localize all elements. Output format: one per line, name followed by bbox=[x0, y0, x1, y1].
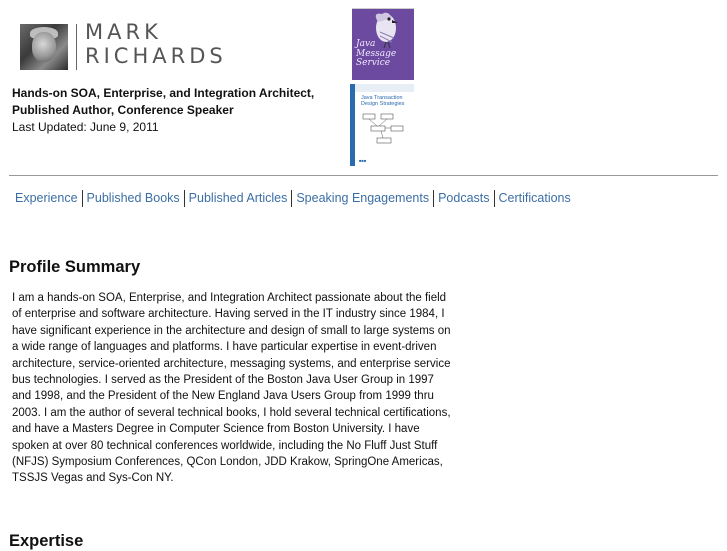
page-header bbox=[0, 0, 727, 175]
tagline-line-2: Published Author, Conference Speaker bbox=[12, 103, 234, 117]
logo-first-name: MARK bbox=[85, 20, 162, 44]
book-title-line: Service bbox=[356, 58, 391, 68]
main-navigation bbox=[11, 189, 575, 207]
nav-link-published-books[interactable]: Published Books bbox=[86, 191, 180, 205]
nav-link-experience[interactable]: Experience bbox=[15, 191, 78, 205]
book-title-line: Java Transaction bbox=[361, 95, 403, 101]
logo-divider bbox=[76, 24, 77, 70]
site-logo-name bbox=[85, 20, 227, 68]
book-cover-java-message-service[interactable] bbox=[352, 2, 414, 80]
author-photo bbox=[20, 24, 68, 70]
book-title bbox=[361, 95, 404, 107]
nav-link-speaking-engagements[interactable]: Speaking Engagements bbox=[296, 191, 430, 205]
book-title-line: Design Strategies bbox=[361, 101, 405, 107]
nav-link-podcasts[interactable]: Podcasts bbox=[438, 191, 490, 205]
tagline bbox=[12, 85, 314, 119]
book-title-line: Java bbox=[356, 39, 376, 49]
publisher-mark: ■■■ bbox=[359, 158, 367, 163]
tagline-line-1: Hands-on SOA, Enterprise, and Integration Architect, bbox=[12, 86, 315, 100]
logo-last-name: RICHARDS bbox=[85, 44, 227, 68]
expertise-heading: Expertise bbox=[9, 532, 84, 550]
profile-summary-heading: Profile Summary bbox=[9, 258, 141, 276]
nav-link-certifications[interactable]: Certifications bbox=[498, 191, 571, 205]
profile-summary-text: I am a hands-on SOA, Enterprise, and Integration Architect passionate about the field of enterprise and software architecture. Having served in the IT industry since 1984, I have significant experience in the architecture and design of small to large systems on a wide range of languages and platforms. I have particular expertise in event-driven architecture, service-oriented architecture, messaging systems, and enterprise service bus technologies. I served as the President of the Boston Java User Group in 1997 and 1998, and the President of the New England Java Users Group from 1999 thru 2003. I am the author of several technical books, I hold several technical certifications, and have a Masters Degree in Computer Science from Boston University. I have spoken at over 80 technical conferences worldwide, including the No Fluff Just Stuff (NFJS) Symposium Conferences, QCon London, JDD Krakow, SpringOne Americas, TSSJS Vegas and Sys-Con NY. bbox=[12, 292, 451, 485]
nav-link-published-articles[interactable]: Published Articles bbox=[188, 191, 288, 205]
book-title bbox=[356, 40, 414, 69]
diagram-illustration-icon bbox=[361, 110, 409, 146]
last-updated: Last Updated: June 9, 2011 bbox=[12, 120, 159, 134]
header-divider bbox=[9, 175, 718, 176]
book-cover-band bbox=[355, 84, 414, 92]
photo-face bbox=[32, 32, 56, 62]
book-title-line: Message bbox=[356, 48, 397, 59]
book-cover-java-transaction-design-strategies[interactable] bbox=[350, 84, 414, 166]
